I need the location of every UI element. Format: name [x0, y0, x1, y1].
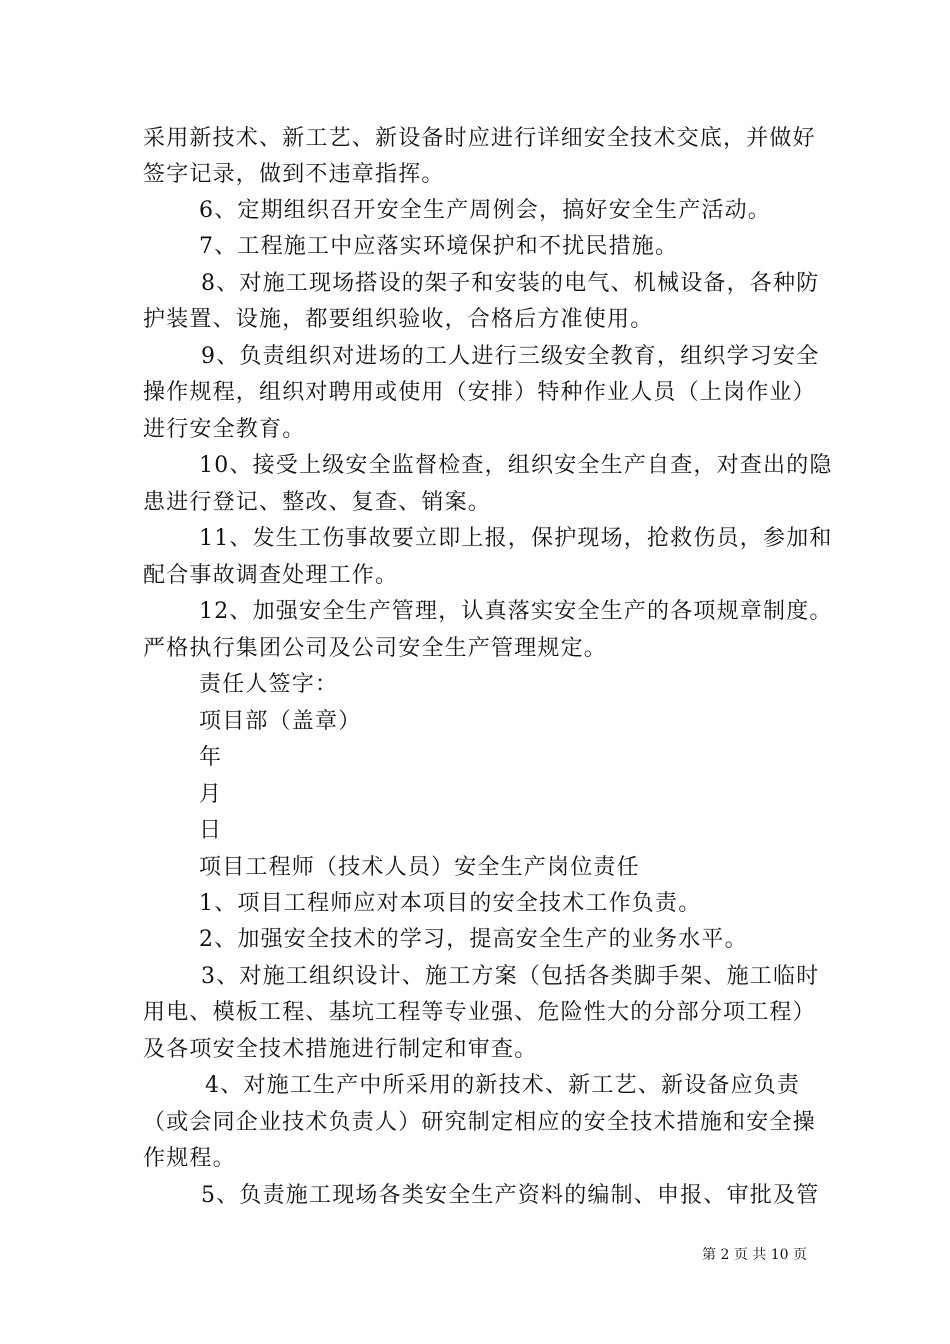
- text-line: 护装置、设施，都要组织验收，合格后方准使用。: [143, 307, 654, 332]
- date-day-label: 日: [199, 818, 223, 843]
- text-line: 9、负责组织对进场的工人进行三级安全教育，组织学习安全: [201, 344, 820, 369]
- text-line: 2、加强安全技术的学习，提高安全生产的业务水平。: [199, 927, 748, 952]
- text-line: 配合事故调查处理工作。: [143, 563, 399, 588]
- text-line: 严格执行集团公司及公司安全生产管理规定。: [143, 636, 608, 661]
- text-line: 4、对施工生产中所采用的新技术、新工艺、新设备应负责: [205, 1073, 801, 1098]
- text-line: 6、定期组织召开安全生产周例会，搞好安全生产活动。: [199, 198, 771, 223]
- text-line: 用电、模板工程、基坑工程等专业强、危险性大的分部分项工程）: [143, 1000, 816, 1025]
- text-line: 签字记录，做到不违章指挥。: [143, 162, 445, 187]
- text-line: 及各项安全技术措施进行制定和审查。: [143, 1037, 538, 1062]
- section-heading: 项目工程师（技术人员）安全生产岗位责任: [199, 855, 640, 880]
- date-month-label: 月: [199, 782, 223, 807]
- page-number-footer: 第 2 页 共 10 页: [702, 1247, 807, 1263]
- stamp-label: 项目部（盖章）: [199, 709, 362, 734]
- text-line: 作规程。: [143, 1146, 236, 1171]
- text-line: 5、负责施工现场各类安全生产资料的编制、申报、审批及管: [201, 1183, 820, 1208]
- signature-label: 责任人签字：: [199, 672, 339, 697]
- text-line: 操作规程，组织对聘用或使用（安排）特种作业人员（上岗作业）: [143, 380, 816, 405]
- text-line: 7、工程施工中应落实环境保护和不扰民措施。: [199, 234, 679, 259]
- text-line: （或会同企业技术负责人）研究制定相应的安全技术措施和安全操: [143, 1110, 816, 1135]
- text-line: 11、发生工伤事故要立即上报，保护现场，抢救伤员，参加和: [199, 526, 833, 551]
- text-line: 12、加强安全生产管理，认真落实安全生产的各项规章制度。: [199, 599, 833, 624]
- text-line: 患进行登记、整改、复查、销案。: [143, 490, 492, 515]
- text-line: 1、项目工程师应对本项目的安全技术工作负责。: [199, 891, 702, 916]
- date-year-label: 年: [199, 745, 223, 770]
- text-line: 进行安全教育。: [143, 417, 306, 442]
- text-line: 3、对施工组织设计、施工方案（包括各类脚手架、施工临时: [201, 964, 820, 989]
- text-line: 10、接受上级安全监督检查，组织安全生产自查，对查出的隐: [199, 453, 833, 478]
- text-line: 8、对施工现场搭设的架子和安装的电气、机械设备，各种防: [201, 271, 820, 296]
- text-line: 采用新技术、新工艺、新设备时应进行详细安全技术交底，并做好: [143, 126, 816, 151]
